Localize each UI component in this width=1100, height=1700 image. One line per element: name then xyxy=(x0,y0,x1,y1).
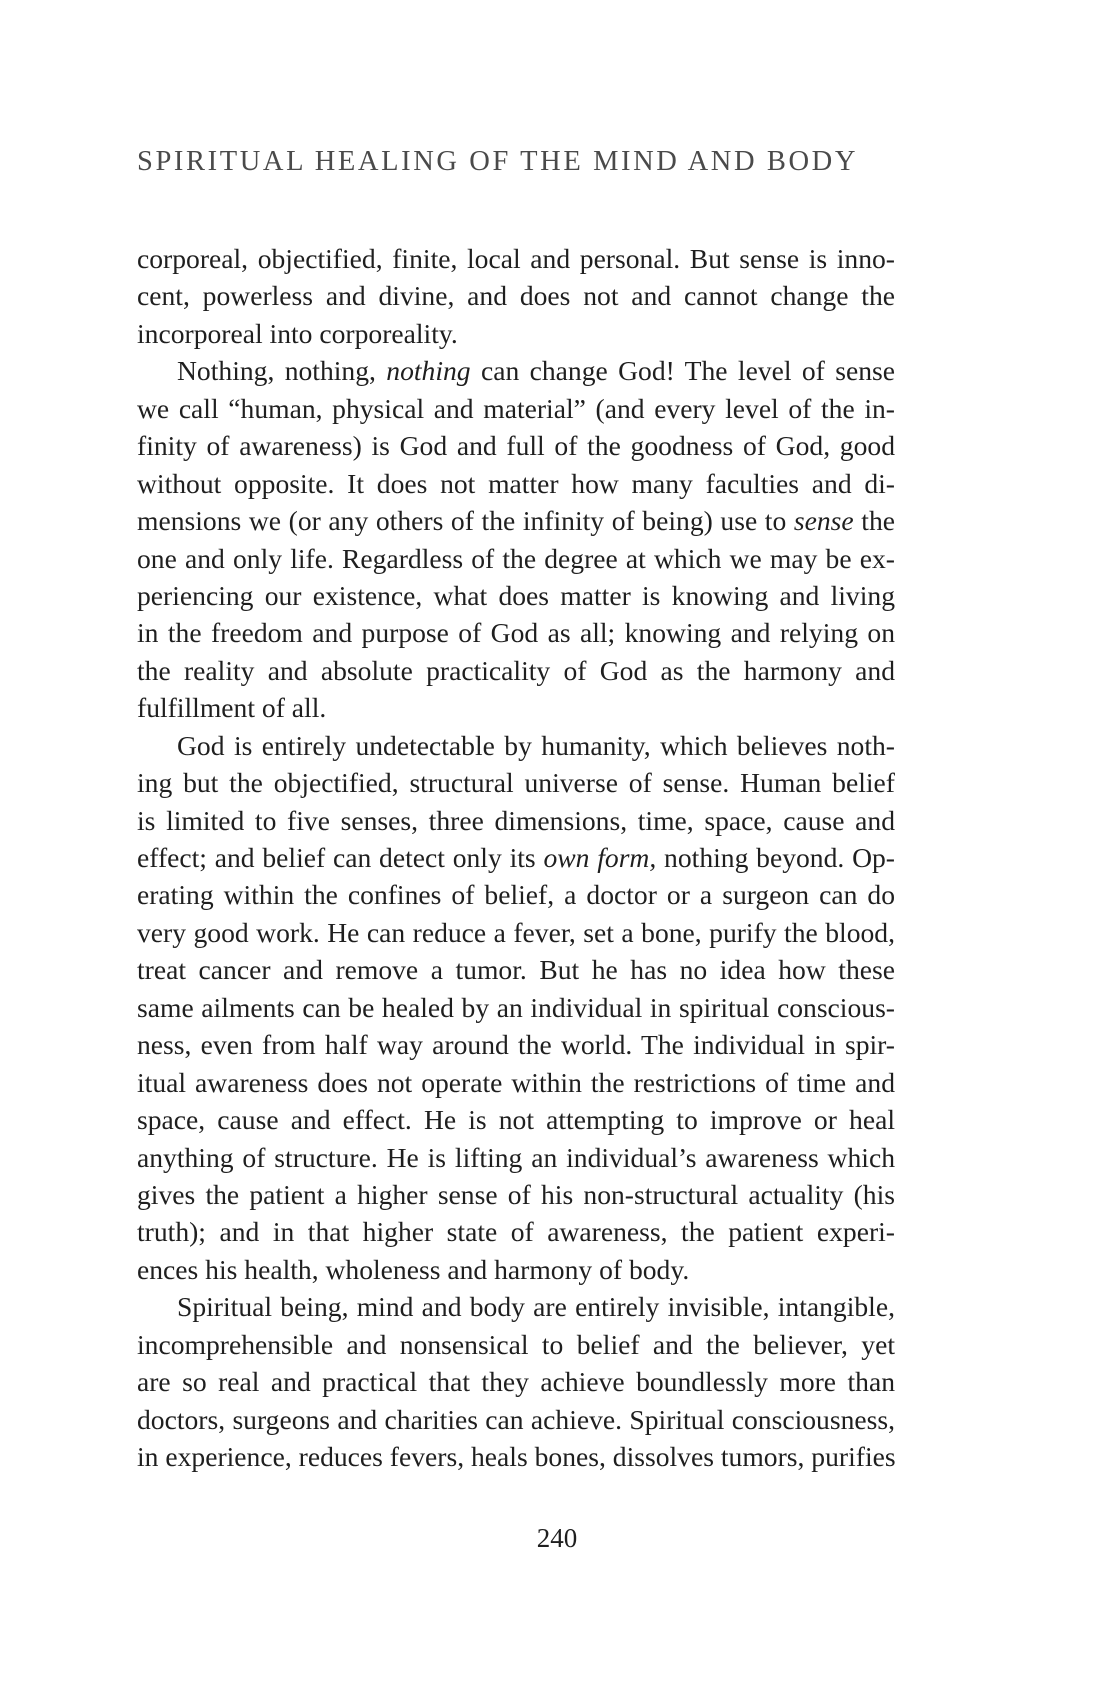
text-segment: same ailments can be healed by an individual in spiritual conscious- xyxy=(137,991,895,1023)
text-segment: treat cancer and remove a tumor. But he has no idea how these xyxy=(137,954,895,986)
text-segment: one and only life. Regardless of the degree at which we may be ex- xyxy=(137,542,895,574)
text-segment: anything of structure. He is lifting an individual’s awareness which xyxy=(137,1141,895,1173)
text-segment: erating within the confines of belief, a doctor or a surgeon can do xyxy=(137,879,895,911)
text-segment: effect; and belief can detect only its xyxy=(137,842,544,873)
text-line xyxy=(137,352,895,389)
text-segment: doctors, surgeons and charities can achieve. Spiritual consciousness, xyxy=(137,1403,895,1435)
text-line xyxy=(137,876,895,913)
text-line xyxy=(137,989,895,1026)
text-line xyxy=(137,240,895,277)
text-line xyxy=(137,1213,895,1250)
text-segment: incomprehensible and nonsensical to belief and the believer, yet xyxy=(137,1328,895,1360)
text-line xyxy=(137,689,895,726)
text-line xyxy=(137,1326,895,1363)
text-segment: space, cause and effect. He is not attempting to improve or heal xyxy=(137,1104,895,1136)
text-line xyxy=(137,1438,895,1475)
text-segment: can change God! The level of sense xyxy=(470,355,895,387)
text-segment: corporeal, objectified, finite, local and personal. But sense is inno- xyxy=(137,243,895,274)
text-segment: we call “human, physical and material” (and every level of the in- xyxy=(137,392,895,424)
page-number: 240 xyxy=(536,1523,578,1553)
text-line xyxy=(137,427,895,464)
text-line xyxy=(137,1288,895,1325)
text-line xyxy=(137,951,895,988)
text-segment: ences his health, wholeness and harmony of body. xyxy=(137,1253,690,1285)
text-segment: God is entirely undetectable by humanity, which believes noth- xyxy=(177,729,895,761)
text-line xyxy=(137,540,895,577)
text-segment: in experience, reduces fevers, heals bones, dissolves tumors, purifies xyxy=(137,1441,896,1472)
running-head: SPIRITUAL HEALING OF THE MIND AND BODY xyxy=(137,146,859,177)
text-line xyxy=(137,1026,895,1063)
text-segment: periencing our existence, what does matter is knowing and living xyxy=(137,579,895,611)
text-line xyxy=(137,839,895,876)
text-segment: cent, powerless and divine, and does not and cannot change the xyxy=(137,280,895,312)
text-line xyxy=(137,502,895,539)
text-line xyxy=(137,764,895,801)
text-segment: are so real and practical that they achieve boundlessly more than xyxy=(137,1366,895,1398)
italic-text: nothing xyxy=(386,355,471,387)
text-line xyxy=(137,914,895,951)
text-segment: is limited to five senses, three dimensions, time, space, cause and xyxy=(137,804,895,836)
text-segment: fulfillment of all. xyxy=(137,692,327,724)
text-line xyxy=(137,1064,895,1101)
text-line xyxy=(137,277,895,314)
text-line xyxy=(137,1139,895,1176)
text-line xyxy=(137,465,895,502)
text-segment: in the freedom and purpose of God as all; knowing and relying on xyxy=(137,617,895,649)
text-segment: ing but the objectified, structural universe of sense. Human belief xyxy=(137,767,895,799)
text-segment: gives the patient a higher sense of his non-structural actuality (his xyxy=(137,1178,895,1210)
italic-text: own form, xyxy=(543,842,657,873)
text-segment: Nothing, nothing, xyxy=(177,355,387,387)
text-segment: incorporeal into corporeality. xyxy=(137,317,458,349)
text-line xyxy=(137,727,895,764)
text-line xyxy=(137,1101,895,1138)
text-segment: ness, even from half way around the world. The individual in spir- xyxy=(137,1029,895,1061)
text-segment: itual awareness does not operate within the restrictions of time and xyxy=(137,1066,895,1098)
body-text xyxy=(137,240,895,1475)
text-line xyxy=(137,1401,895,1438)
text-line xyxy=(137,390,895,427)
text-segment: Spiritual being, mind and body are entirely invisible, intangible, xyxy=(177,1291,895,1323)
text-segment: without opposite. It does not matter how many faculties and di- xyxy=(137,467,895,499)
text-segment: very good work. He can reduce a fever, set a bone, purify the blood, xyxy=(137,916,895,948)
italic-text: sense xyxy=(793,505,854,537)
text-segment: nothing beyond. Op- xyxy=(656,842,895,873)
text-line xyxy=(137,577,895,614)
text-line xyxy=(137,652,895,689)
text-line xyxy=(137,1251,895,1288)
text-segment: the reality and absolute practicality of God as the harmony and xyxy=(137,654,895,686)
text-segment: truth); and in that higher state of awareness, the patient experi- xyxy=(137,1216,895,1248)
text-line xyxy=(137,1176,895,1213)
text-line xyxy=(137,802,895,839)
text-segment: the xyxy=(853,505,895,537)
text-segment: mensions we (or any others of the infinity of being) use to xyxy=(137,505,794,537)
text-line xyxy=(137,1363,895,1400)
text-line xyxy=(137,614,895,651)
text-line xyxy=(137,315,895,352)
text-segment: finity of awareness) is God and full of the goodness of God, good xyxy=(137,430,895,462)
